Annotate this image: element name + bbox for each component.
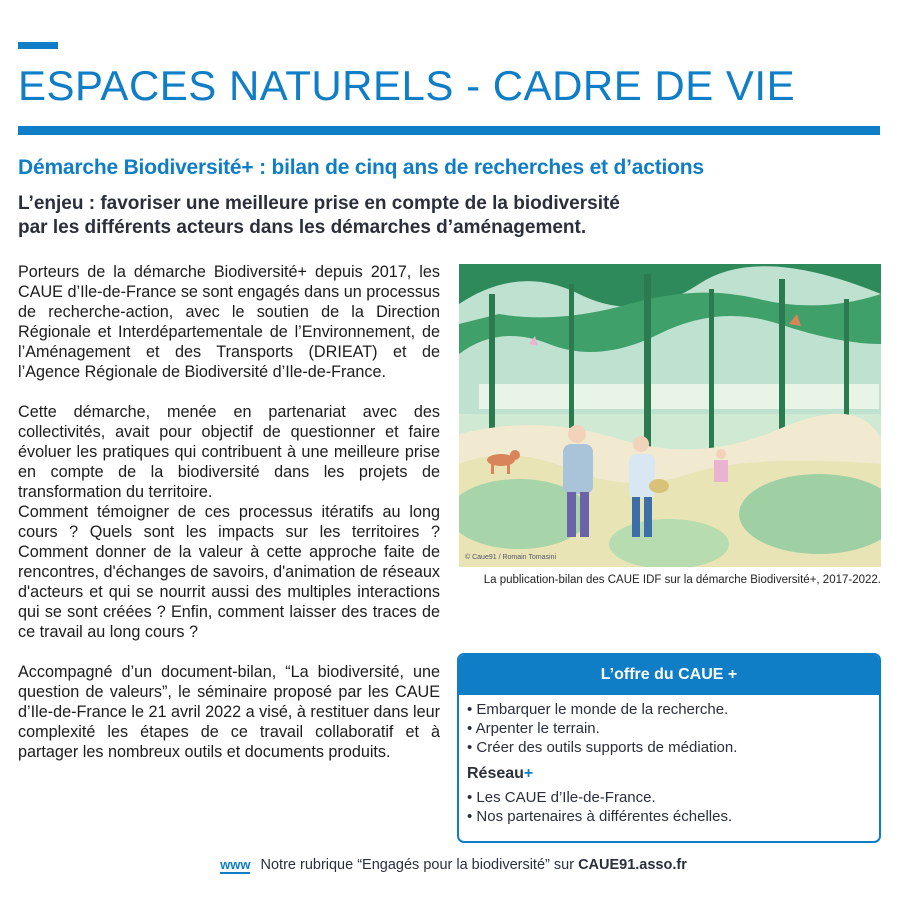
network-list xyxy=(459,788,879,826)
offer-item: • Arpenter le terrain. xyxy=(467,719,879,738)
footer-text: Notre rubrique “Engagés pour la biodiversité” sur xyxy=(260,857,575,873)
offer-list xyxy=(459,700,879,757)
network-item: • Nos partenaires à différentes échelles. xyxy=(467,807,879,826)
offer-item: • Embarquer le monde de la recherche. xyxy=(467,700,879,719)
paragraph-2: Cette démarche, menée en partenariat avec des collectivités, avait pour objectif de questionner et faire évoluer les pratiques qui contribuent à une meilleure prise en compte de la biodiversité dans les projets de transformation du territoire. xyxy=(18,403,440,501)
paragraph-1: Porteurs de la démarche Biodiversité+ depuis 2017, les CAUE d’Ile-de-France se sont engagés dans un processus de recherche-action, avec le soutien de la Direction Régionale et Interdépartementale de l’Environnement, de l’Aménagement et des Transports (DRIEAT) et de l’Agence Régionale de Biodiversité d’Ile-de-France. xyxy=(18,263,441,381)
footer-website-link[interactable]: CAUE91.asso.fr xyxy=(578,857,687,873)
forest-illustration xyxy=(459,264,881,567)
offer-item: • Créer des outils supports de médiation. xyxy=(467,738,879,757)
illustration-image xyxy=(459,264,881,567)
image-credit: © Caue91 / Romain Tomasini xyxy=(465,554,557,561)
network-plus: + xyxy=(523,765,534,782)
network-title-text: Réseau xyxy=(467,765,524,782)
offer-box-title: L’offre du CAUE + xyxy=(459,655,879,695)
title-rule xyxy=(18,126,880,135)
image-caption: La publication-bilan des CAUE IDF sur la démarche Biodiversité+, 2017-2022. xyxy=(483,574,881,586)
accent-dash xyxy=(18,42,58,49)
network-item: • Les CAUE d’Ile-de-France. xyxy=(467,788,879,807)
footer-note xyxy=(0,853,907,877)
article-title: Démarche Biodiversité+ : bilan de cinq ans de recherches et d’actions xyxy=(18,156,704,179)
network-title xyxy=(467,763,879,785)
offer-box xyxy=(457,653,881,843)
www-icon: www xyxy=(220,857,251,872)
article-lead: L’enjeu : favoriser une meilleure prise en compte de la biodiversité par les différents acteurs dans les démarches d’aménagement. xyxy=(18,193,620,238)
section-title: ESPACES NATURELS - CADRE DE VIE xyxy=(18,62,796,109)
paragraph-4: Accompagné d’un document-bilan, “La biodiversité, une question de valeurs”, le séminaire proposé par les CAUE d’Ile-de-France le 21 avril 2022 a visé, à restituer dans leur complexité les étapes de ce travail collaboratif et à partager les nombreux outils et documents produits. xyxy=(18,663,440,761)
paragraph-3: Comment témoigner de ces processus itératifs au long cours ? Quels sont les impacts sur les territoires ? Comment donner de la valeur à cette approche faite de rencontres, d'échanges de savoirs, d'animation de réseaux d'acteurs et qui se nourrit aussi des multiples interactions qui se sont créées ? Enfin, comment laisser des traces de ce travail au long cours ? xyxy=(18,503,440,641)
article-body xyxy=(18,262,440,782)
